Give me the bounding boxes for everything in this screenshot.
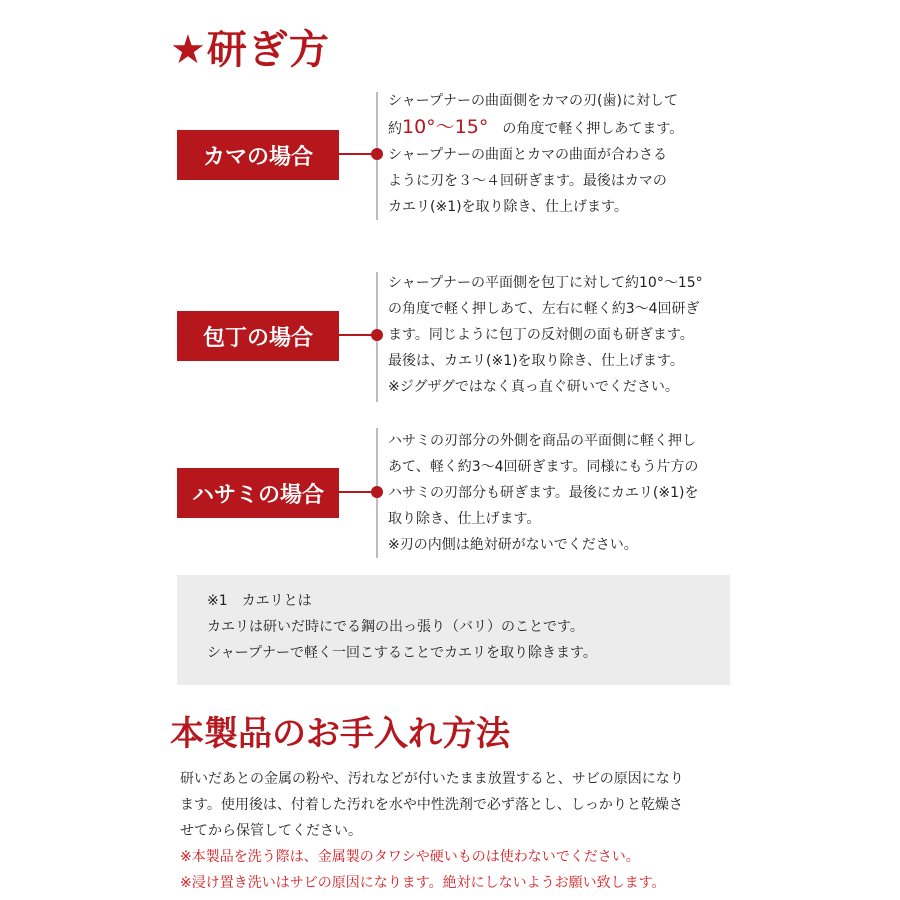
text-line: あて、軽く約3〜4回研ぎます。同様にもう片方の	[388, 459, 699, 475]
text-line: 取り除き、仕上げます。	[388, 511, 541, 527]
text-line: カエリ(※1)を取り除き、仕上げます。	[388, 199, 628, 215]
text-fragment: 約	[388, 121, 402, 137]
page-title: ★研ぎ方	[170, 27, 330, 73]
note-line: シャープナーで軽く一回こすることでカエリを取り除きます。	[207, 645, 597, 661]
section-label-houchou: 包丁の場合	[177, 311, 339, 361]
note-line: カエリは研いだ時にでる鋼の出っ張り（バリ）のことです。	[207, 619, 584, 635]
angle-highlight: 10°〜15°	[402, 116, 489, 138]
text-line: ます。同じように包丁の反対側の面も研ぎます。	[388, 327, 694, 343]
care-title: 本製品のお手入れ方法	[170, 714, 510, 754]
connector-dot	[371, 148, 383, 160]
care-warning: ※本製品を洗う際は、金属製のタワシや硬いものは使わないでください。	[180, 849, 640, 865]
section-text-houchou	[388, 270, 703, 400]
section-text-kama	[388, 88, 683, 220]
text-line: の角度で軽く押しあて、左右に軽く約3〜4回研ぎ	[388, 301, 700, 317]
text-line: ハサミの刃部分も研ぎます。最後にカエリ(※1)を	[388, 485, 699, 501]
note-heading: ※1 カエリとは	[207, 593, 312, 609]
care-instructions	[180, 766, 740, 896]
text-line	[388, 114, 683, 142]
text-line: ※刃の内側は絶対研がないでください。	[388, 537, 638, 553]
text-line: シャープナーの曲面とカマの曲面が合わさる	[388, 147, 668, 163]
text-line: ※ジグザグではなく真っ直ぐ研いでください。	[388, 379, 679, 395]
connector-dot	[371, 329, 383, 341]
text-line: ハサミの刃部分の外側を商品の平面側に軽く押し	[388, 433, 696, 449]
text-line: シャープナーの曲面側をカマの刃(歯)に対して	[388, 93, 678, 109]
connector-dot	[371, 486, 383, 498]
care-line: せてから保管してください。	[180, 823, 362, 839]
text-line: ように刃を３〜４回研ぎます。最後はカマの	[388, 173, 667, 189]
kaeri-note-box	[177, 575, 730, 685]
section-text-hasami	[388, 428, 698, 558]
care-warning: ※浸け置き洗いはサビの原因になります。絶対にしないようお願い致します。	[180, 875, 666, 891]
section-label-hasami: ハサミの場合	[177, 468, 339, 518]
text-line: 最後は、カエリ(※1)を取り除き、仕上げます。	[388, 353, 684, 369]
section-label-kama: カマの場合	[177, 130, 339, 180]
care-line: 研いだあとの金属の粉や、汚れなどが付いたまま放置すると、サビの原因になり	[180, 771, 684, 787]
text-line: シャープナーの平面側を包丁に対して約10°〜15°	[388, 275, 703, 291]
text-fragment: の角度で軽く押しあてます。	[502, 121, 684, 137]
care-line: ます。使用後は、付着した汚れを水や中性洗剤で必ず落とし、しっかりと乾燥さ	[180, 797, 683, 813]
